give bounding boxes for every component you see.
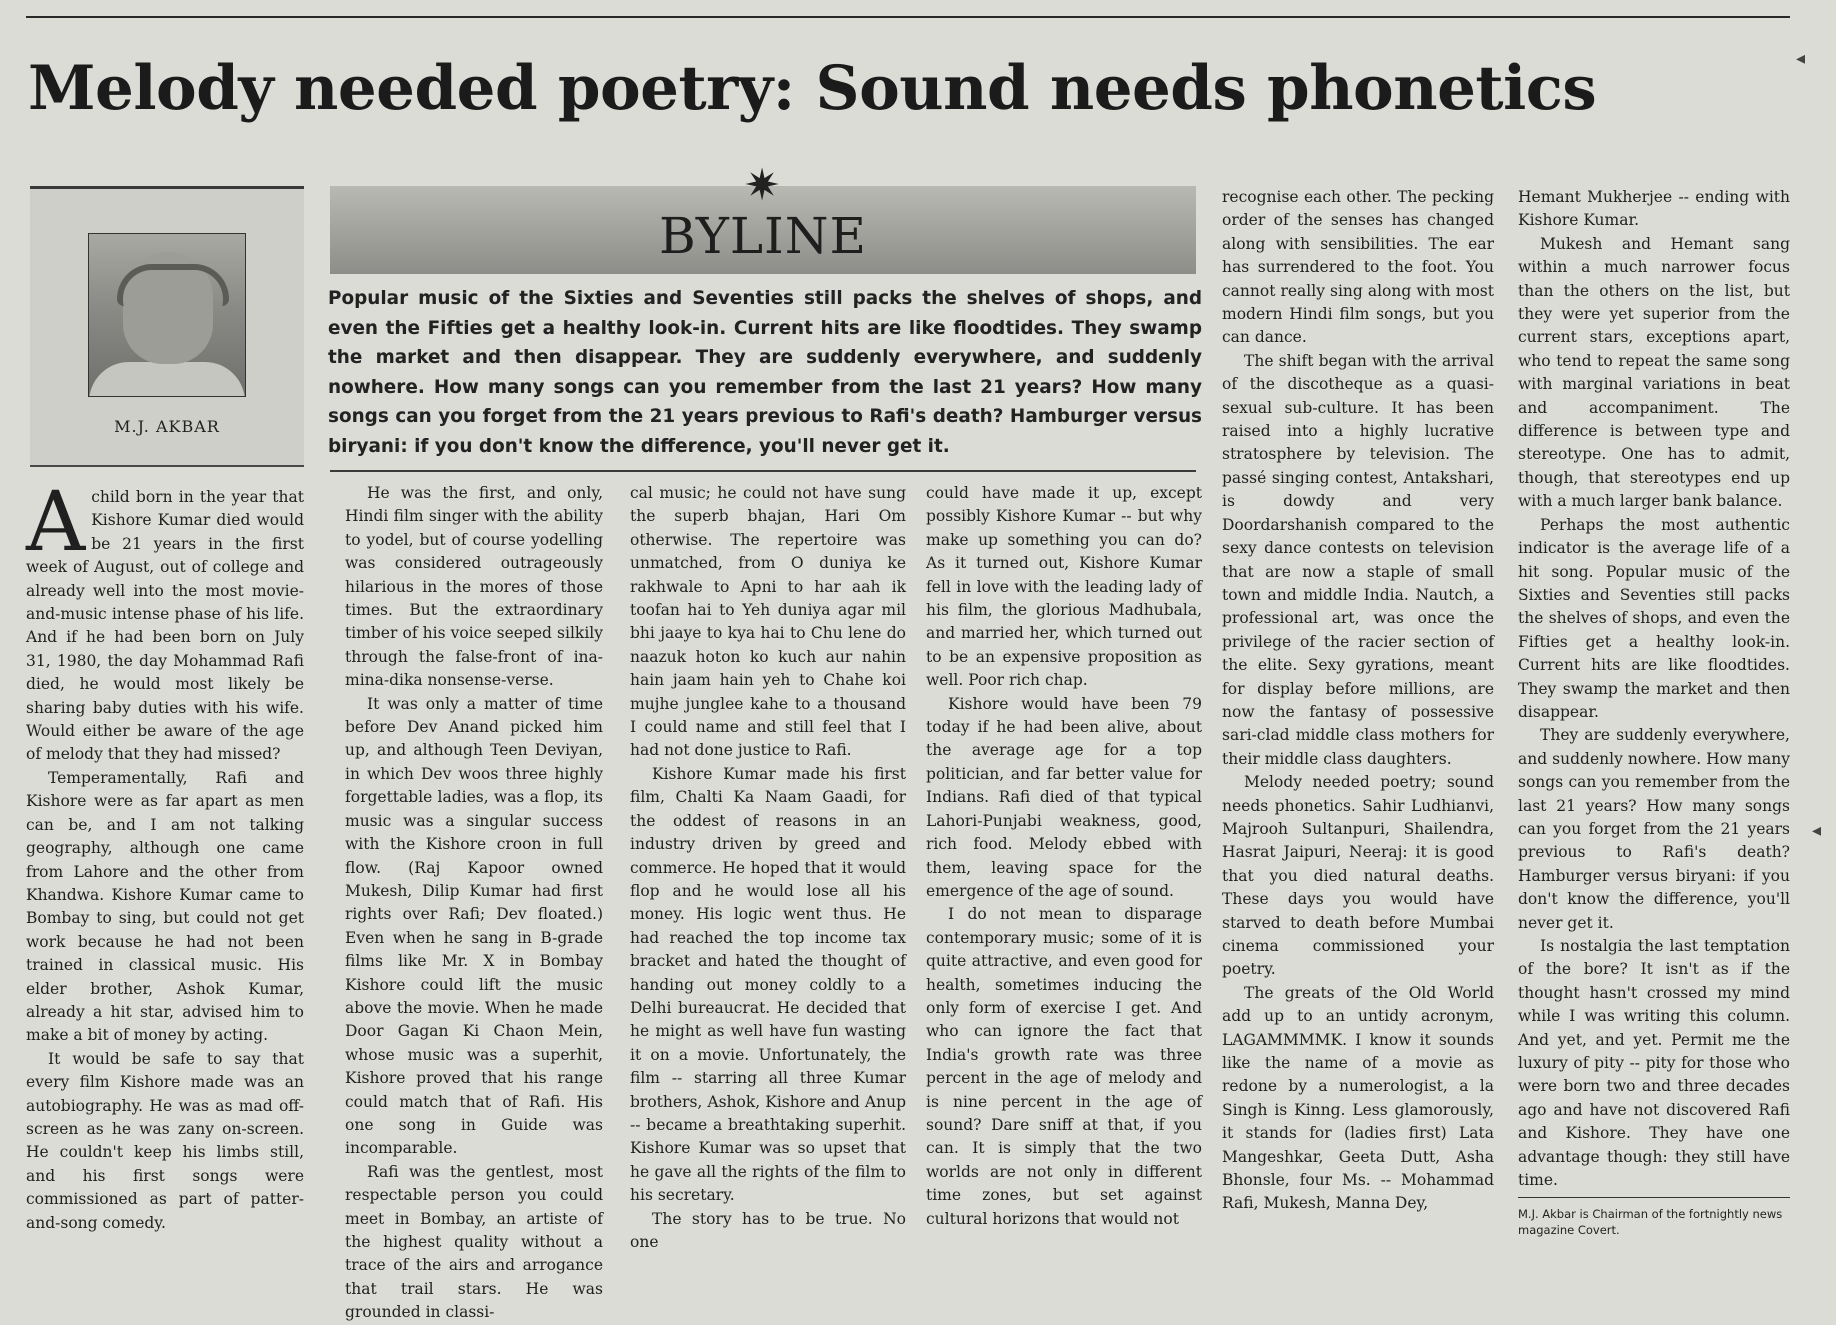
column-4 [926, 482, 1202, 1231]
col5-para-3: Melody needed poetry; sound needs phonetics. Sahir Ludhianvi, Majrooh Sultanpuri, Shailendra, Hasrat Jaipuri, Neeraj: it is good that you died natural deaths. These days you would have starved to death before Mumbai cinema commissioned your poetry. [1222, 773, 1494, 979]
author-box [30, 186, 304, 467]
col6-para-2: Mukesh and Hemant sang within a much narrower focus than the others on the list, but they were yet superior from the current stars, exceptions apart, who tend to repeat the same song with marginal variations in beat and accompaniment. The difference is between type and stereotype. One has to admit, though, that stereotypes end up with a much larger bank balance. [1518, 234, 1790, 511]
photo-shirt [89, 362, 245, 397]
column-3 [630, 482, 906, 1254]
col5-para-1: recognise each other. The pecking order of the senses has changed along with sensibilities. The ear has surrendered to the foot. You cannot really sing along with most modern Hindi film songs, but you can dance. [1222, 188, 1494, 347]
col1-para-2: Temperamentally, Rafi and Kishore were as far apart as men can be, and I am not talking geography, although one came from Lahore and the other from Khandwa. Kishore Kumar came to Bombay to sing, but could not get work because he had not been trained in classical music. His elder brother, Ashok Kumar, already a hit star, advised him to make a bit of money by acting. [26, 768, 304, 1045]
col4-para-3: I do not mean to disparage contemporary music; some of it is quite attractive, and even good for health, sometimes inducing the only form of exercise I get. And who can ignore the fact that India's growth rate was three percent in the age of melody and is nine percent in the age of sound? Dare sniff at that, if you can. It is simply that the two worlds are not only in different time zones, but set against cultural horizons that would not [926, 905, 1202, 1228]
author-name: M.J. AKBAR [114, 417, 220, 436]
column-5 [1222, 186, 1494, 1216]
col6-para-4: They are suddenly everywhere, and suddenly nowhere. How many songs can you remember from the last 21 years? How many songs can you forget from the 21 years previous to Rafi's death? Hamburger versus biryani: if you don't know the difference, you'll never get it. [1518, 726, 1790, 932]
col5-para-2: The shift began with the arrival of the discotheque as a quasi-sexual sub-culture. It has been raised into a highly lucrative stratosphere by television. The passé singing contest, Antakshari, is dowdy and very Doordarshanish compared to the sexy dance contests on television that are now a staple of small town and middle India. Nautch, a professional art, was once the privilege of the racier section of the elite. Sexy gyrations, meant for display before millions, are now the fantasy of possessive sari-clad middle class mothers for their middle class daughters. [1222, 351, 1494, 768]
headline: Melody needed poetry: Sound needs phonetics [28, 53, 1597, 124]
col6-para-5: Is nostalgia the last temptation of the bore? It isn't as if the thought hasn't crossed my mind while I was writing this column. And yet, and yet. Permit me the luxury of pity -- pity for those who were born two and three decades ago and have not discovered Rafi and Kishore. They have one advantage though: they still have time. [1518, 937, 1790, 1190]
photo-hair [117, 264, 229, 306]
col2-para-1: He was the first, and only, Hindi film singer with the ability to yodel, but of course yodelling was considered outrageously hilarious in the mores of those times. But the extraordinary timber of his voice seeped silkily through the false-front of ina-mina-dika nonsense-verse. [345, 484, 603, 690]
top-rule [26, 16, 1790, 18]
col3-para-2: Kishore Kumar made his first film, Chalti Ka Naam Gaadi, for the oddest of reasons in an industry driven by greed and commerce. He hoped that it would flop and he would lose all his money. His logic went thus. He had reached the top income tax bracket and hated the thought of handing out money coldly to a Delhi bureaucrat. He decided that he might as well have fun wasting it on a movie. Unfortunately, the film -- starring all three Kumar brothers, Ashok, Kishore and Anup -- became a breathtaking superhit. Kishore Kumar was so upset that he gave all the rights of the film to his secretary. [630, 764, 906, 1205]
intro-text: Popular music of the Sixties and Seventies still packs the shelves of shops, and even the Fifties get a healthy look-in. Current hits are like floodtides. They swamp the market and then disappear. They are suddenly everywhere, and suddenly nowhere. How many songs can you remember from the last 21 years? How many songs can you forget from the 21 years previous to Rafi's death? Hamburger versus biryani: if you don't know the difference, you'll never get it. [328, 288, 1202, 457]
col4-para-2: Kishore would have been 79 today if he had been alive, about the average age for a top politician, and far better value for Indians. Rafi died of that typical Lahori-Punjabi weakness, good, rich food. Melody ebbed with them, leaving space for the emergence of the age of sound. [926, 694, 1202, 900]
col5-para-4: The greats of the Old World add up to an untidy acronym, LAGAMMMMK. I know it sounds like the name of a movie as redone by a numerologist, a la Singh is Kinng. Less glamorously, it stands for (ladies first) Lata Mangeshkar, Geeta Dutt, Asha Bhonsle, four Ms. -- Mohammad Rafi, Mukesh, Manna Dey, [1222, 983, 1494, 1213]
page-edge-arrow-icon: ◂ [1812, 820, 1822, 841]
author-rule [30, 465, 304, 467]
star-icon: ✷ [743, 160, 781, 211]
col2-para-3: Rafi was the gentlest, most respectable person you could meet in Bombay, an artiste of the highest quality without a trace of the airs and arrogance that trail stars. He was grounded in classi- [345, 1162, 603, 1322]
col1-para-1-text: child born in the year that Kishore Kumar died would be 21 years in the first week of August, out of college and already well into the most movie-and-music intense phase of his life. And if he had been born on July 31, 1980, the day Mohammad Rafi died, he would most likely be sharing baby duties with his wife. Would either be aware of the age of melody that they had missed? [26, 488, 304, 764]
footnote-rule [1518, 1197, 1790, 1198]
col2-para-2: It was only a matter of time before Dev Anand picked him up, and although Teen Deviyan, in which Dev woos three highly forgettable ladies, was a flop, its music was a singular success with the Kishore croon in full flow. (Raj Kapoor owned Mukesh, Dilip Kumar had first rights over Rafi; Dev floated.) Even when he sang in B-grade films like Mr. X in Bombay Kishore could lift the music above the movie. When he made Door Gagan Ki Chaon Mein, whose music was a superhit, Kishore proved that his range could match that of Rafi. His one song in Guide was incomparable. [345, 694, 603, 1158]
intro-rule [330, 470, 1196, 472]
col1-para-1 [26, 475, 304, 767]
col4-para-1: could have made it up, except possibly Kishore Kumar -- but why make up something you can do? As it turned out, Kishore Kumar fell in love with the leading lady of his film, the glorious Madhubala, and married her, which turned out to be an expensive proposition as well. Poor rich chap. [926, 484, 1202, 690]
column-1 [26, 475, 304, 1235]
col6-para-3: Perhaps the most authentic indicator is the average life of a hit song. Popular music of the Sixties and Seventies still packs the shelves of shops, and even the Fifties get a healthy look-in. Current hits are like floodtides. They swamp the market and then disappear. [1518, 515, 1790, 721]
col3-para-1: cal music; he could not have sung the superb bhajan, Hari Om otherwise. The repertoire was unmatched, from O duniya ke rakhwale to Apni to har aah ik toofan hai to Yeh duniya agar mil bhi jaaye to kya hai to Chu lene do naazuk hoton ko kuch aur nahin hain jaam hain yeh to Chahe koi mujhe junglee kahe to a thousand I could name and still feel that I had not done justice to Rafi. [630, 484, 906, 760]
col3-para-3: The story has to be true. No one [630, 1209, 906, 1251]
column-title: BYLINE [658, 207, 868, 265]
col6-para-1: Hemant Mukherjee -- ending with Kishore Kumar. [1518, 188, 1790, 230]
page-edge-arrow-icon: ◂ [1796, 48, 1806, 69]
dropcap: A [26, 475, 86, 570]
column-2 [345, 482, 603, 1325]
column-6 [1518, 186, 1790, 1192]
author-photo [88, 233, 246, 397]
col1-para-3: It would be safe to say that every film Kishore made was an autobiography. He was as mad off-screen as he was zany on-screen. He couldn't keep his limbs still, and his first songs were commissioned as part of patter-and-song comedy. [26, 1049, 304, 1232]
author-footnote: M.J. Akbar is Chairman of the fortnightly news magazine Covert. [1518, 1207, 1783, 1237]
